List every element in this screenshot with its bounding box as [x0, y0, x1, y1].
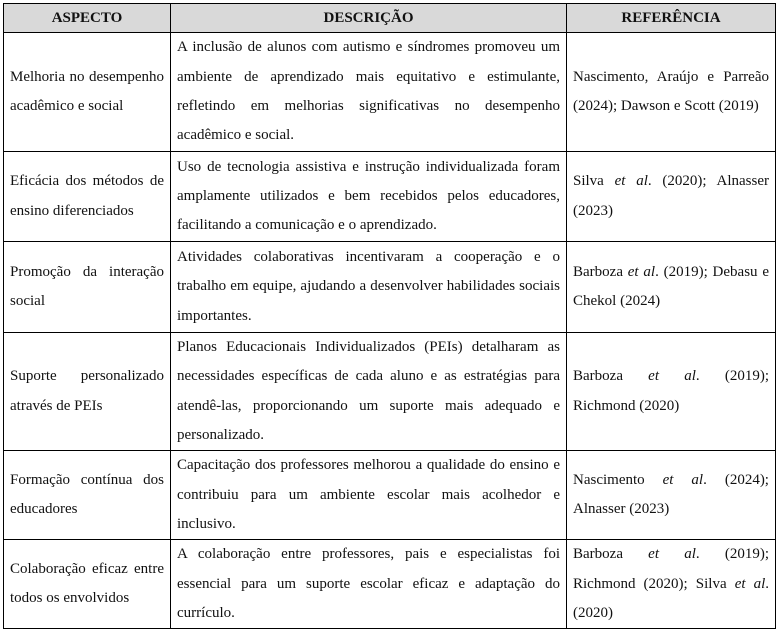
table-row — [4, 152, 776, 242]
reference-italic-segment: et al — [734, 575, 766, 592]
reference-cell — [567, 451, 776, 540]
header-description: DESCRIÇÃO — [171, 4, 567, 33]
reference-segment: Silva — [573, 173, 615, 190]
reference-italic-segment: et al — [662, 471, 704, 488]
description-cell: Planos Educacionais Individualizados (PEIs) detalharam as necessidades específicas de cada aluno e as estratégias para atendê-las, proporcionando um suporte mais adequado e personalizado. — [171, 333, 567, 451]
table-row — [4, 451, 776, 540]
table-row — [4, 540, 776, 629]
aspect-cell: Melhoria no desempenho acadêmico e social — [4, 33, 171, 152]
reference-italic-segment: et al — [648, 368, 696, 385]
reference-segment: . (2019); Richmond (2020); Silva — [573, 546, 769, 592]
reference-segment: . (2020) — [573, 575, 769, 621]
table-row — [4, 242, 776, 333]
table-row — [4, 333, 776, 451]
reference-italic-segment: et al — [627, 263, 656, 280]
table-body — [4, 33, 776, 629]
description-cell: Capacitação dos professores melhorou a qualidade do ensino e contribuiu para um ambiente escolar mais acolhedor e inclusivo. — [171, 451, 567, 540]
table-row — [4, 33, 776, 152]
reference-segment: Barboza — [573, 368, 649, 385]
header-reference: REFERÊNCIA — [567, 4, 776, 33]
reference-cell — [567, 152, 776, 242]
reference-segment: . (2019); Debasu e Chekol (2024) — [573, 263, 769, 309]
reference-segment: . (2024); Alnasser (2023) — [573, 471, 769, 518]
reference-segment: Barboza — [573, 263, 628, 280]
description-cell: Uso de tecnologia assistiva e instrução individualizada foram amplamente utilizados e bem recebidos pelos educadores, facilitando a comunicação e o aprendizado. — [171, 152, 567, 242]
reference-segment: Nascimento, Araújo e Parreão (2024); Dawson e Scott (2019) — [573, 68, 769, 114]
description-cell: A colaboração entre professores, pais e especialistas foi essencial para um suporte escolar eficaz e adaptação do currículo. — [171, 540, 567, 629]
reference-cell — [567, 540, 776, 629]
aspect-cell: Colaboração eficaz entre todos os envolvidos — [4, 540, 171, 629]
reference-cell — [567, 33, 776, 152]
reference-cell — [567, 333, 776, 451]
aspect-cell: Promoção da interação social — [4, 242, 171, 333]
reference-segment: . (2020); Alnasser (2023) — [573, 173, 769, 219]
reference-segment: . (2019); Richmond (2020) — [573, 368, 769, 414]
reference-segment: Barboza — [573, 546, 649, 563]
reference-segment: Nascimento — [573, 471, 663, 488]
aspect-cell: Eficácia dos métodos de ensino diferenciados — [4, 152, 171, 242]
reference-italic-segment: et al — [648, 546, 696, 563]
description-cell: A inclusão de alunos com autismo e síndromes promoveu um ambiente de aprendizado mais equitativo e estimulante, refletindo em melhorias significativas no desempenho acadêmico e social. — [171, 33, 567, 152]
reference-italic-segment: et al — [614, 173, 648, 190]
reference-table — [3, 3, 776, 629]
aspect-cell: Suporte personalizado através de PEIs — [4, 333, 171, 451]
reference-cell — [567, 242, 776, 333]
header-aspect: ASPECTO — [4, 4, 171, 33]
header-row — [4, 4, 776, 33]
table-header — [4, 4, 776, 33]
aspect-cell: Formação contínua dos educadores — [4, 451, 171, 540]
description-cell: Atividades colaborativas incentivaram a cooperação e o trabalho em equipe, ajudando a desenvolver habilidades sociais importantes. — [171, 242, 567, 333]
